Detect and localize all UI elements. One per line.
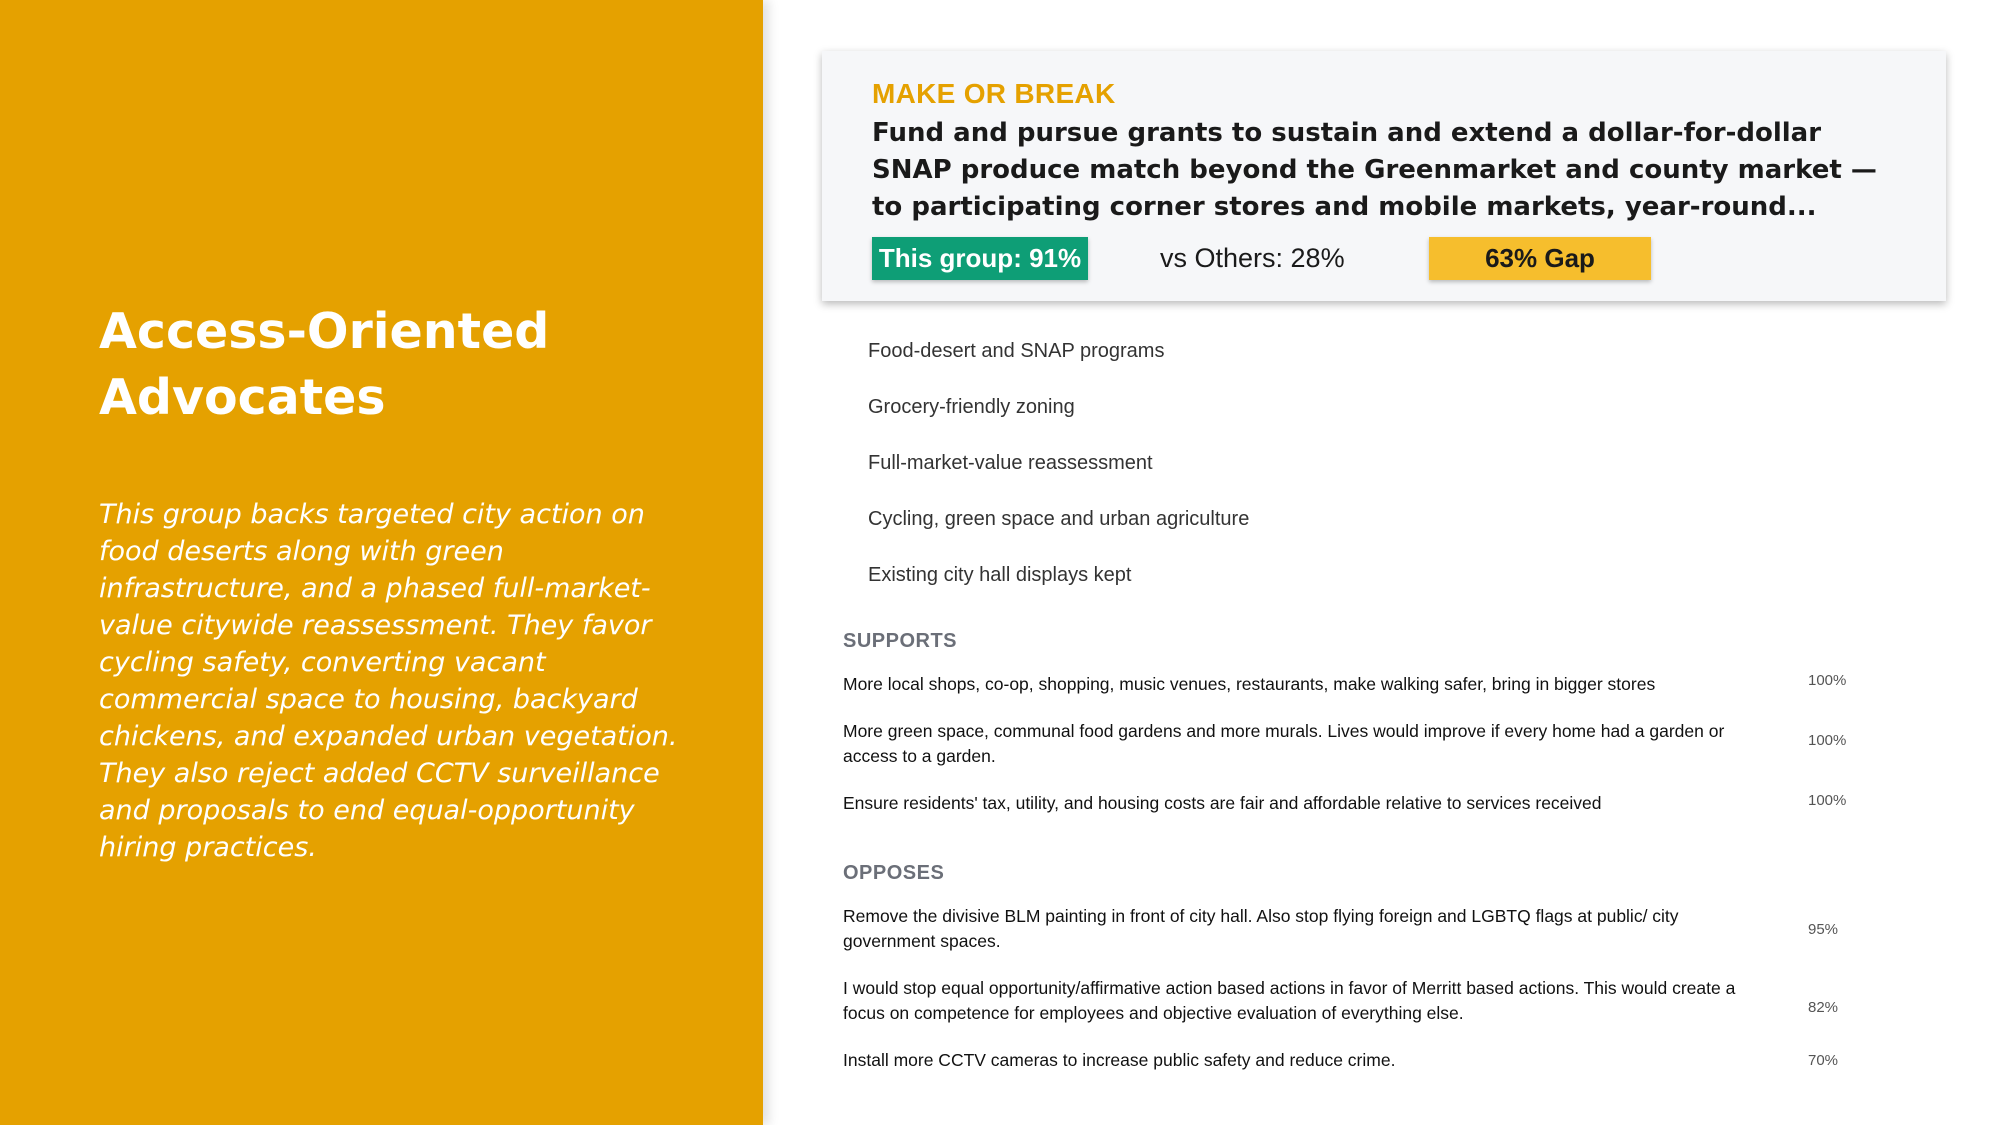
oppose-item-pct: 70% bbox=[1808, 1052, 1839, 1069]
topic-item: Full-market-value reassessment bbox=[868, 452, 1153, 474]
support-item-pct: 100% bbox=[1808, 792, 1847, 809]
group-title-line-2: Advocates bbox=[99, 369, 386, 426]
oppose-item-text: Install more CCTV cameras to increase public safety and reduce crime. bbox=[843, 1050, 1396, 1070]
support-item-pct: 100% bbox=[1808, 672, 1847, 689]
support-item-text: More green space, communal food gardens and more murals. Lives would improve if every home had a garden or access to a garden. bbox=[843, 721, 1725, 766]
this-group-badge: This group: 91% bbox=[872, 237, 1088, 280]
oppose-item-text: Remove the divisive BLM painting in front of city hall. Also stop flying foreign and LGBTQ flags at public/ city government spaces. bbox=[843, 906, 1679, 951]
topic-item: Grocery-friendly zoning bbox=[868, 396, 1075, 418]
opposes-heading: OPPOSES bbox=[843, 862, 945, 884]
make-or-break-card bbox=[822, 51, 1946, 301]
gap-badge: 63% Gap bbox=[1429, 237, 1651, 280]
group-profile-panel bbox=[0, 0, 763, 1125]
oppose-item-pct: 82% bbox=[1808, 999, 1839, 1016]
vs-others-text: vs Others: 28% bbox=[1160, 243, 1345, 273]
support-item-text: More local shops, co-op, shopping, music venues, restaurants, make walking safer, bring in bigger stores bbox=[843, 674, 1656, 694]
group-description: This group backs targeted city action on food deserts along with green infrastructure, and a phased full-market-value citywide reassessment. They favor cycling safety, converting vacant commercial space to housing, backyard chickens, and expanded urban vegetation. They also reject added CCTV surveillance and proposals to end equal-opportunity hiring practices. bbox=[99, 499, 678, 863]
group-title-line-1: Access-Oriented bbox=[99, 303, 550, 360]
support-item-pct: 100% bbox=[1808, 732, 1847, 749]
make-or-break-headline: Fund and pursue grants to sustain and extend a dollar-for-dollar SNAP produce match beyond the Greenmarket and county market — to participating corner stores and mobile markets, year-round... bbox=[872, 118, 1877, 222]
oppose-item-text: I would stop equal opportunity/affirmative action based actions in favor of Merritt based actions. This would create a focus on competence for employees and objective evaluation of everything else. bbox=[843, 978, 1736, 1023]
support-item-text: Ensure residents' tax, utility, and housing costs are fair and affordable relative to services received bbox=[843, 793, 1602, 813]
topic-item: Cycling, green space and urban agriculture bbox=[868, 508, 1250, 530]
oppose-item-pct: 95% bbox=[1808, 921, 1839, 938]
topic-item: Food-desert and SNAP programs bbox=[868, 340, 1165, 362]
supports-heading: SUPPORTS bbox=[843, 630, 958, 652]
make-or-break-kicker: MAKE OR BREAK bbox=[872, 78, 1116, 109]
topic-item: Existing city hall displays kept bbox=[868, 564, 1132, 586]
group-title bbox=[99, 299, 719, 431]
